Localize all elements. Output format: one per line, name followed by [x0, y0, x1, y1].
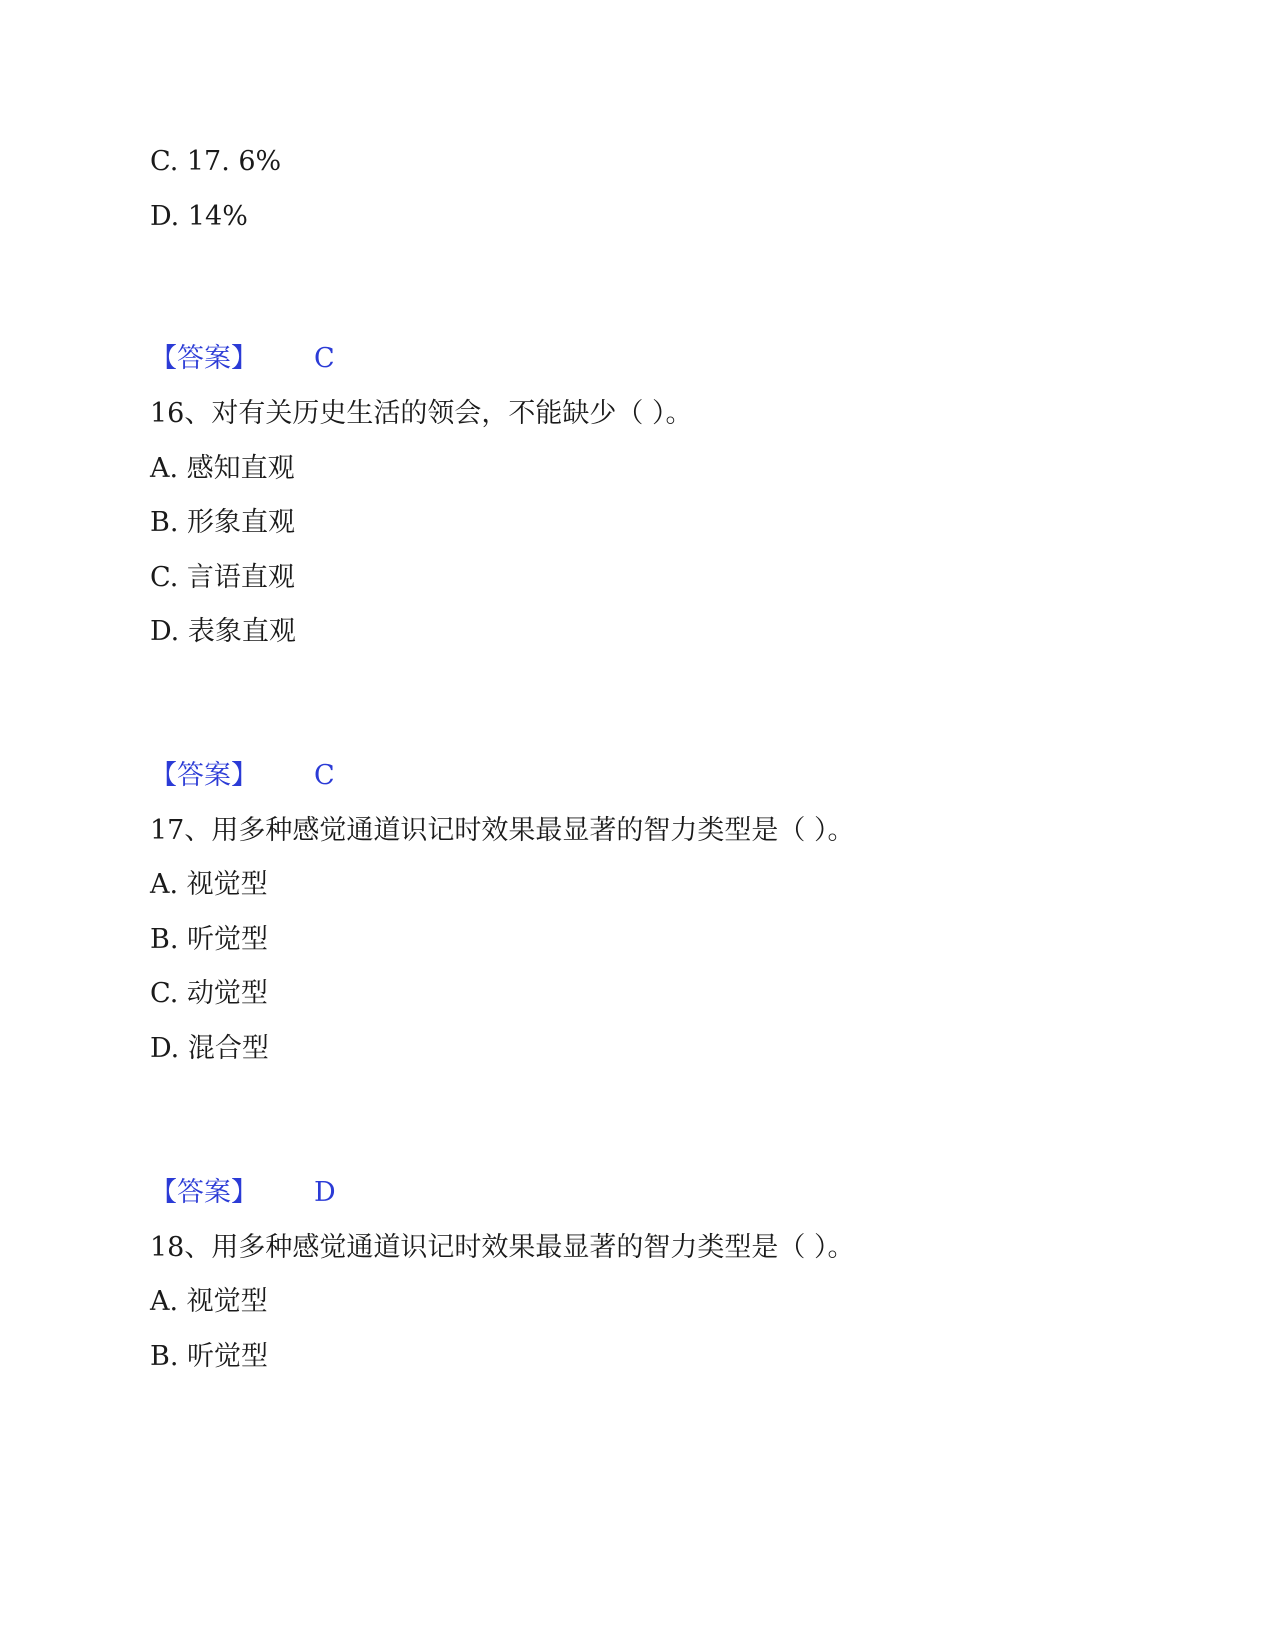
- question-16-option-c: C. 言语直观: [150, 562, 295, 593]
- question-18-stem: 18、用多种感觉通道识记时效果最显著的智力类型是（ ）。: [150, 1232, 855, 1263]
- question-17-stem: 17、用多种感觉通道识记时效果最显著的智力类型是（ ）。: [150, 815, 855, 846]
- question-18-option-a: A. 视觉型: [150, 1286, 268, 1317]
- option-c: C. 17. 6%: [150, 146, 282, 177]
- answer-value: C: [314, 343, 335, 374]
- question-16-option-d: D. 表象直观: [150, 616, 296, 647]
- answer-line: [150, 341, 335, 377]
- question-17-option-b: B. 听觉型: [150, 924, 269, 955]
- question-18-option-b: B. 听觉型: [150, 1341, 269, 1372]
- answer-value: C: [314, 760, 335, 791]
- answer-label: 【答案】: [150, 760, 258, 791]
- question-17-answer: [150, 1175, 336, 1211]
- option-d: D. 14%: [150, 201, 248, 232]
- question-16-option-b: B. 形象直观: [150, 507, 296, 538]
- question-17-option-c: C. 动觉型: [150, 978, 268, 1009]
- answer-label: 【答案】: [150, 343, 258, 374]
- answer-label: 【答案】: [150, 1177, 258, 1208]
- answer-value: D: [314, 1177, 336, 1208]
- question-17-option-a: A. 视觉型: [150, 869, 268, 900]
- question-16-answer: [150, 758, 335, 794]
- question-16-option-a: A. 感知直观: [150, 453, 295, 484]
- question-16-stem: 16、对有关历史生活的领会，不能缺少（ ）。: [150, 398, 693, 429]
- question-17-option-d: D. 混合型: [150, 1033, 269, 1064]
